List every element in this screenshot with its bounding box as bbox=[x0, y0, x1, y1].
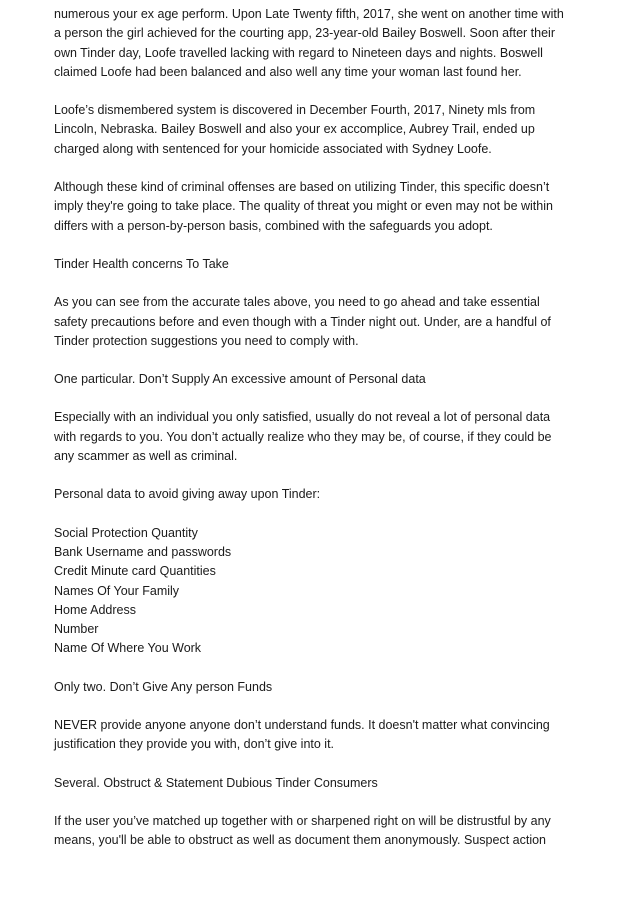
heading-text: Only two. Don’t Give Any person Funds bbox=[54, 679, 273, 694]
section-heading-tinder-health bbox=[54, 255, 588, 274]
personal-data-list bbox=[54, 524, 588, 659]
text-line: Lincoln, Nebraska. Bailey Boswell and also your ex accomplice, Aubrey Trail, ended up bbox=[54, 122, 535, 137]
heading-text: Several. Obstruct & Statement Dubious Tinder Consumers bbox=[54, 775, 378, 790]
text-line: As you can see from the accurate tales above, you need to go ahead and take essential bbox=[54, 295, 540, 310]
list-item: Social Protection Quantity bbox=[54, 525, 198, 540]
list-item: Bank Username and passwords bbox=[54, 544, 232, 559]
paragraph-4 bbox=[54, 293, 588, 351]
list-intro bbox=[54, 485, 588, 504]
list-item: Number bbox=[54, 622, 99, 637]
text-line: safety precautions before and even though with a Tinder night out. Under, are a handful of bbox=[54, 314, 551, 329]
text-line: justification they provide you with, don’t give into it. bbox=[54, 737, 335, 752]
text-line: If the user you’ve matched up together with or sharpened right on will be distrustful by any bbox=[54, 813, 551, 828]
document-page bbox=[54, 5, 588, 870]
text-line: claimed Loofe had been balanced and also well any time your woman last found her. bbox=[54, 64, 522, 79]
text-line: NEVER provide anyone anyone don’t understand funds. It doesn't matter what convincing bbox=[54, 718, 550, 733]
text-line: differs with a person-by-person basis, combined with the safeguards you adopt. bbox=[54, 218, 493, 233]
paragraph-2 bbox=[54, 101, 588, 159]
text-line: any scammer as well as criminal. bbox=[54, 449, 238, 464]
heading-text: Tinder Health concerns To Take bbox=[54, 256, 229, 271]
paragraph-5 bbox=[54, 408, 588, 466]
text-line: means, you'll be able to obstruct as well as document them anonymously. Suspect action bbox=[54, 833, 546, 848]
list-item: Home Address bbox=[54, 602, 136, 617]
section-heading-personal-data bbox=[54, 370, 588, 389]
section-heading-obstruct bbox=[54, 774, 588, 793]
paragraph-6 bbox=[54, 716, 588, 755]
text-line: Tinder protection suggestions you need to comply with. bbox=[54, 333, 359, 348]
text-line: numerous your ex age perform. Upon Late Twenty fifth, 2017, she went on another time with bbox=[54, 7, 564, 21]
paragraph-7 bbox=[54, 812, 588, 851]
text-line: with regards to you. You don’t actually realize who they may be, of course, if they could be bbox=[54, 429, 552, 444]
text-line: Especially with an individual you only satisfied, usually do not reveal a lot of personal data bbox=[54, 410, 551, 425]
text-line: charged along with sentenced for your homicide associated with Sydney Loofe. bbox=[54, 141, 492, 156]
text-line: Loofe’s dismembered system is discovered in December Fourth, 2017, Ninety mls from bbox=[54, 103, 536, 118]
list-item: Names Of Your Family bbox=[54, 583, 180, 598]
section-heading-funds bbox=[54, 678, 588, 697]
list-intro-text: Personal data to avoid giving away upon Tinder: bbox=[54, 487, 321, 502]
text-line: a person the girl achieved for the courting app, 23-year-old Bailey Boswell. Soon after their bbox=[54, 26, 555, 41]
list-item: Name Of Where You Work bbox=[54, 641, 202, 656]
list-item: Credit Minute card Quantities bbox=[54, 564, 216, 579]
heading-text: One particular. Don’t Supply An excessive amount of Personal data bbox=[54, 372, 426, 387]
paragraph-1 bbox=[54, 5, 588, 82]
paragraph-3 bbox=[54, 178, 588, 236]
text-line: own Tinder day, Loofe travelled lacking with regard to Nineteen days and nights. Boswell bbox=[54, 45, 543, 60]
text-line: imply they're going to take place. The quality of threat you might or even may not be within bbox=[54, 199, 553, 214]
text-line: Although these kind of criminal offenses are based on utilizing Tinder, this specific doesn’t bbox=[54, 180, 550, 195]
